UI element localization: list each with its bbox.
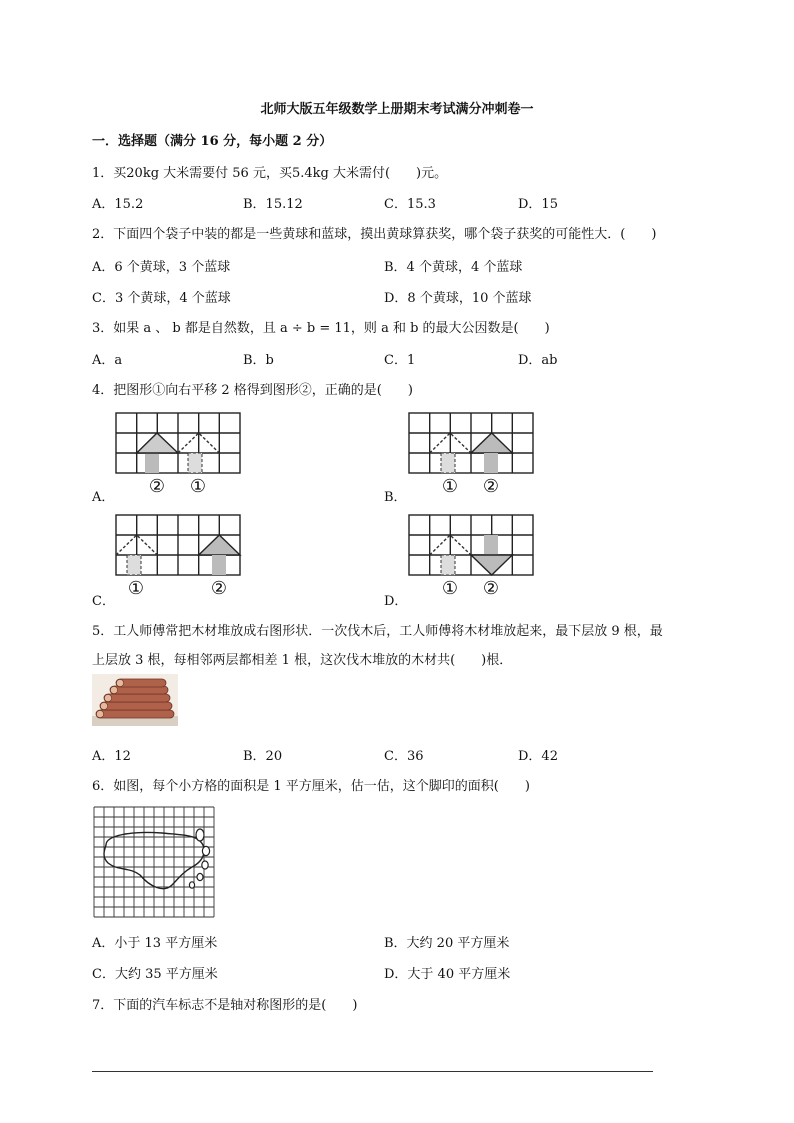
q5-option-d[interactable]: D．42 [518,749,558,764]
q2-option-c[interactable]: C．3 个黄球，4 个蓝球 [92,291,231,306]
q3-option-a[interactable]: A．a [92,353,123,368]
q4-a-label-left: ② [148,476,166,496]
q1-option-a[interactable]: A．15.2 [92,197,144,212]
q4-a-label-right: ① [189,476,207,496]
q6-option-b[interactable]: B．大约 20 平方厘米 [384,936,510,951]
q4-figure-b [405,410,537,496]
q1-option-c[interactable]: C．15.3 [384,197,436,212]
question-5-line-1: 5．工人师傅常把木材堆放成右图形状．一次伐木后，工人师傅将木材堆放起来，最下层放 9 根，最 [92,624,663,639]
q2-option-d[interactable]: D．8 个黄球，10 个蓝球 [384,291,532,306]
q6-option-a[interactable]: A．小于 13 平方厘米 [92,936,218,951]
q3-option-c[interactable]: C．1 [384,353,416,368]
q4-figure-d [405,512,537,598]
q4-d-label-left: ① [441,578,459,598]
q1-option-b[interactable]: B．15.12 [243,197,303,212]
question-6: 6．如图，每个小方格的面积是 1 平方厘米，估一估，这个脚印的面积( ) [92,779,530,794]
footer-rule [92,1071,653,1072]
q6-option-c[interactable]: C．大约 35 平方厘米 [92,967,218,982]
question-7: 7．下面的汽车标志不是轴对称图形的是( ) [92,998,358,1013]
q5-option-a[interactable]: A．12 [92,749,131,764]
q2-option-a[interactable]: A．6 个黄球，3 个蓝球 [92,260,231,275]
q1-option-d[interactable]: D．15 [518,197,558,212]
page-title: 北师大版五年级数学上册期末考试满分冲刺卷一 [260,102,534,117]
q4-c-label-left: ① [127,578,145,598]
log-pile-image [92,674,178,726]
footprint-grid-figure [92,805,218,919]
question-4: 4．把图形①向右平移 2 格得到图形②，正确的是( ) [92,383,413,398]
q4-d-label-right: ② [482,578,500,598]
q4-option-c[interactable]: C． [92,594,115,609]
question-3: 3．如果 a 、 b 都是自然数，且 a ÷ b = 11，则 a 和 b 的最大公因数是( ) [92,321,550,336]
q4-option-a[interactable]: A． [92,490,115,505]
q4-b-label-right: ② [482,476,500,496]
q4-option-d[interactable]: D． [384,594,408,609]
question-1: 1．买20kg 大米需要付 56 元，买5.4kg 大米需付( )元。 [92,166,448,181]
q4-figure-c [112,512,244,598]
q5-option-c[interactable]: C．36 [384,749,424,764]
q4-option-b[interactable]: B． [384,490,407,505]
question-5-line-2: 上层放 3 根，每相邻两层都相差 1 根，这次伐木堆放的木材共( )根． [92,653,513,668]
q5-option-b[interactable]: B．20 [243,749,283,764]
q3-option-b[interactable]: B．b [243,353,274,368]
q6-option-d[interactable]: D．大于 40 平方厘米 [384,967,511,982]
q4-c-label-right: ② [210,578,228,598]
question-2: 2．下面四个袋子中装的都是一些黄球和蓝球，摸出黄球算获奖，哪个袋子获奖的可能性大．( ) [92,227,657,242]
q4-figure-a [112,410,244,496]
q4-b-label-left: ① [441,476,459,496]
section-heading: 一．选择题（满分 16 分，每小题 2 分） [92,134,333,149]
q3-option-d[interactable]: D．ab [518,353,558,368]
q2-option-b[interactable]: B．4 个黄球，4 个蓝球 [384,260,523,275]
